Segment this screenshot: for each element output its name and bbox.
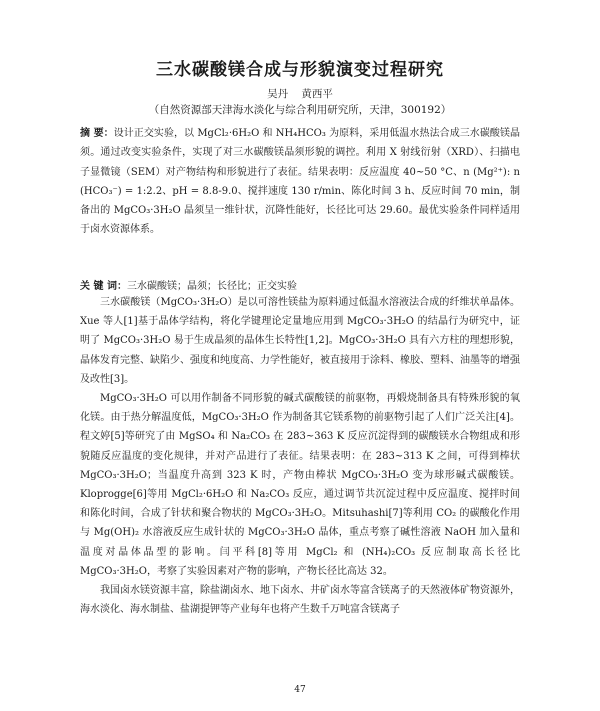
abstract-label: 摘 要： — [80, 128, 114, 139]
abstract-text: 设计正交实验，以 MgCl₂·6H₂O 和 NH₄HCO₃ 为原料，采用低温水热法合成三水碳酸镁晶须。通过改变实验条件，实现了对三水碳酸镁晶须形貌的调控。利用 X 射线衍射（XRD）、扫描电子显微镜（SEM）对产物结构和形貌进行了表征。结果表明：反应温度 40~50 °C、n (Mg²⁺): n (HCO₃⁻) = 1:2.2、pH = 8.8-9.0、搅拌速度 130 r/min、陈化时间 3 h、反应时间 70 min，制备出的 MgCO₃·3H₂O 晶须呈一维针状，沉降性能好，长径比可达 29.60。最优实验条件同样适用于卤水资源体系。 — [80, 128, 520, 236]
abstract-block — [80, 124, 520, 240]
paper-title: 三水碳酸镁合成与形貌演变过程研究 — [156, 60, 444, 80]
paragraph-1: 三水碳酸镁（MgCO₃·3H₂O）是以可溶性镁盐为原料通过低温水溶液法合成的纤维状单晶体。Xue 等人[1]基于晶体学结构，将化学键理论定量地应用到 MgCO₃·3H₂O 的结晶行为研究中，证明了 MgCO₃·3H₂O 易于生成晶须的晶体生长特性[1,2]。MgCO₃·3H₂O 具有六方柱的理想形貌，晶体发育完整、缺陷少、强度和纯度高、力学性能好，被直接用于涂料、橡胶、塑料、油墨等的增强及改性[3]。 — [80, 297, 520, 385]
paper-authors: 吴丹 黄西平 — [267, 88, 333, 100]
body-text — [80, 293, 520, 619]
keywords-text: 三水碳酸镁；晶须；长径比；正交实验 — [126, 281, 297, 292]
paragraph-3: 我国卤水镁资源丰富，除盐湖卤水、地下卤水、井矿卤水等富含镁离子的天然液体矿物资源外，海水淡化、海水制盐、盐湖提钾等产业每年也将产生数千万吨富含镁离子 — [80, 585, 520, 616]
page-number: 47 — [294, 685, 306, 695]
paragraph-2: MgCO₃·3H₂O 可以用作制备不同形貌的碱式碳酸镁的前驱物，再煅烧制备具有特殊形貌的氧化镁。由于热分解温度低，MgCO₃·3H₂O 作为制备其它镁系物的前驱物引起了人们广泛关注[4]。程文婷[5]等研究了由 MgSO₄ 和 Na₂CO₃ 在 283~363 K 反应沉淀得到的碳酸镁水合物组成和形貌随反应温度的变化规律，并对产品进行了表征。结果表明：在 283~313 K 之间，可得到棒状 MgCO₃·3H₂O；当温度升高到 323 K 时，产物由棒状 MgCO₃·3H₂O 变为球形碱式碳酸镁。Kloprogge[6]等用 MgCl₂·6H₂O 和 Na₂CO₃ 反应，通过调节共沉淀过程中反应温度、搅拌时间和陈化时间，合成了针状和聚合物状的 MgCO₃·3H₂O。Mitsuhashi[7]等利用 CO₂ 的碳酸化作用与 Mg(OH)₂ 水溶液反应生成针状的 MgCO₃·3H₂O 晶体，重点考察了碱性溶液 NaOH 加入量和温度对晶体晶型的影响。闫平科[8]等用 MgCl₂ 和 (NH₄)₂CO₃ 反应制取高长径比 MgCO₃·3H₂O，考察了实验因素对产物的影响，产物长径比高达 32。 — [80, 393, 520, 577]
paper-affiliation: （自然资源部天津海水淡化与综合利用研究所，天津，300192） — [148, 104, 452, 116]
keywords-label: 关 键 词： — [80, 281, 127, 292]
